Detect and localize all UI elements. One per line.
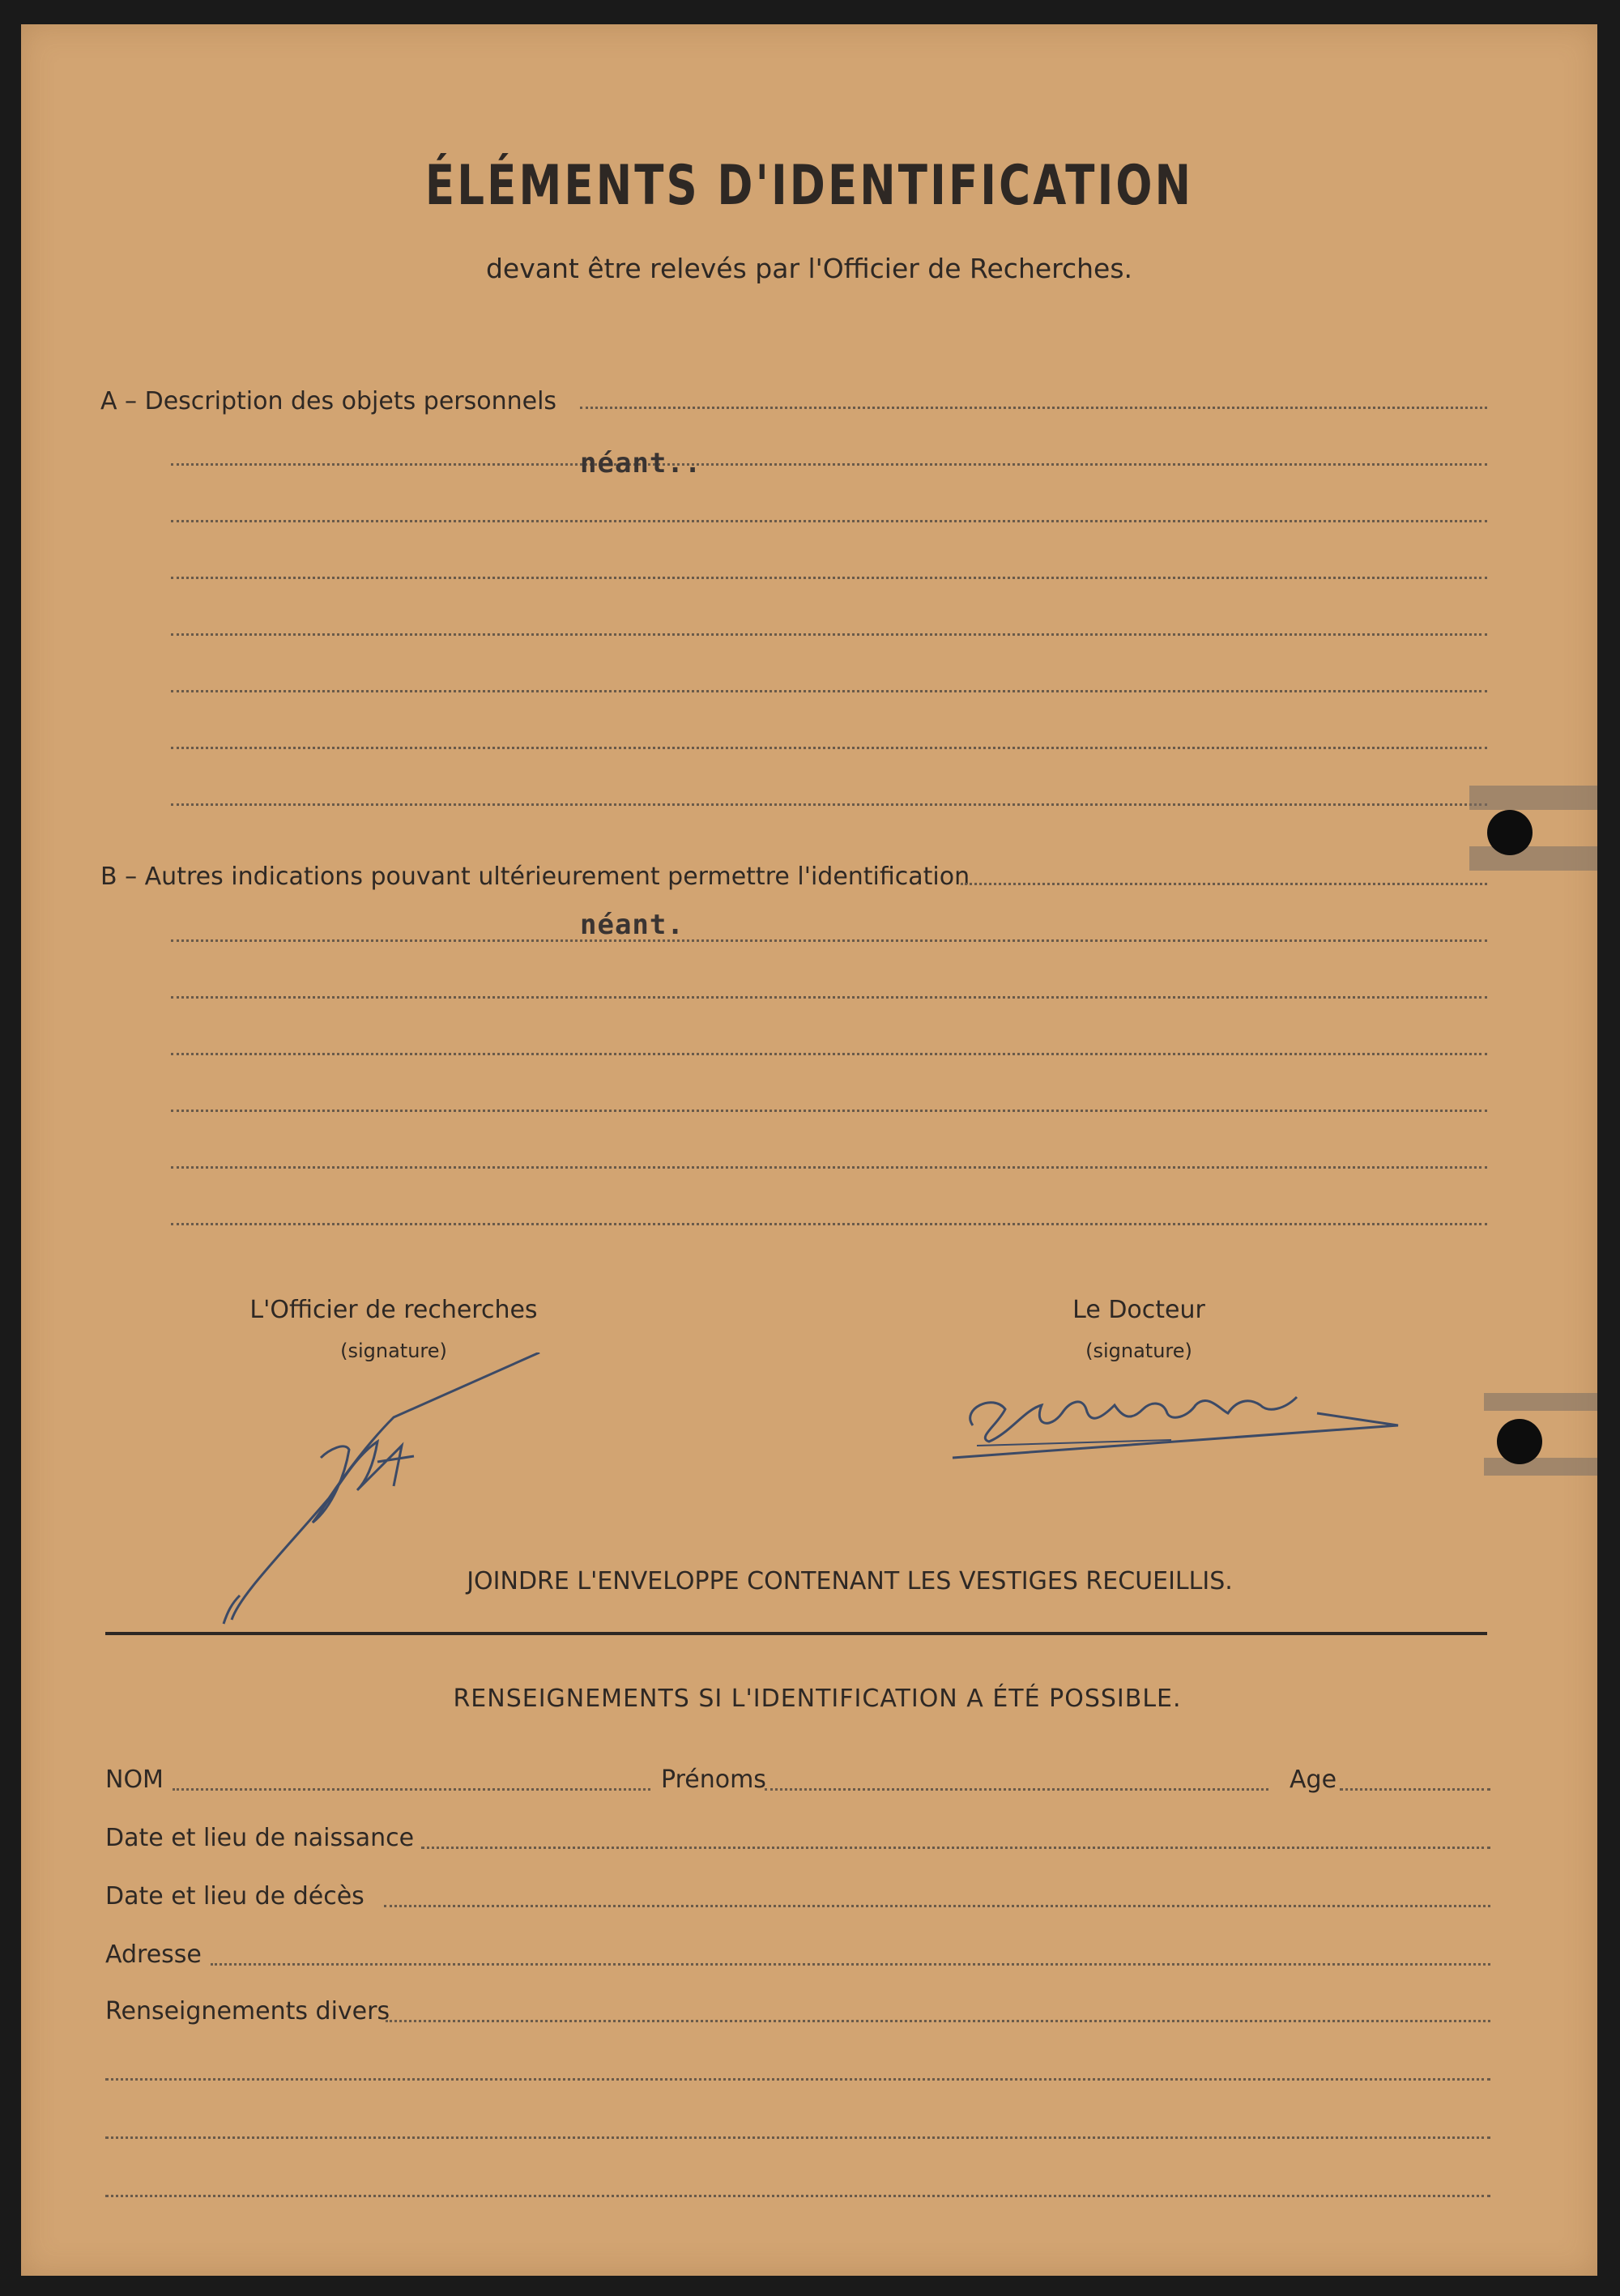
section-a-typed-value: néant.. [580, 447, 702, 479]
section-b-line-7[interactable] [171, 1223, 1487, 1225]
deces-field[interactable] [384, 1905, 1490, 1907]
adresse-field[interactable] [211, 1963, 1490, 1966]
instruction-text: JOINDRE L'ENVELOPPE CONTENANT LES VESTIGES RECUEILLIS. [467, 1567, 1233, 1595]
section-b-line-2[interactable] [171, 939, 1487, 942]
officer-title: L'Officier de recherches [249, 1296, 538, 1324]
section-a-line-8[interactable] [171, 803, 1487, 806]
divers-field-4[interactable] [105, 2195, 1490, 2197]
prenoms-label: Prénoms [661, 1766, 766, 1794]
section-a-line-6[interactable] [171, 690, 1487, 692]
age-field[interactable] [1340, 1788, 1490, 1791]
naissance-field[interactable] [421, 1847, 1490, 1849]
divers-field-1[interactable] [386, 2020, 1490, 2022]
doctor-signature [928, 1352, 1414, 1482]
punch-hole-lower [1497, 1419, 1542, 1464]
punch-hole-band-top-lower [1469, 846, 1597, 871]
nom-field[interactable] [173, 1788, 650, 1791]
doctor-title: Le Docteur [1072, 1296, 1205, 1324]
section-a-line-4[interactable] [171, 577, 1487, 579]
section-b-line-6[interactable] [171, 1166, 1487, 1169]
punch-hole-upper [1487, 810, 1533, 855]
identification-heading: RENSEIGNEMENTS SI L'IDENTIFICATION A ÉTÉ POSSIBLE. [453, 1685, 1182, 1713]
section-divider [105, 1632, 1487, 1635]
section-a-label: A – Description des objets personnels [100, 387, 557, 415]
deces-label: Date et lieu de décès [105, 1882, 364, 1910]
section-a-line-2[interactable] [171, 463, 1487, 466]
punch-hole-band-top-upper [1469, 786, 1597, 810]
age-label: Age [1290, 1766, 1337, 1794]
form-title: ÉLÉMENTS D'IDENTIFICATION [424, 154, 1194, 218]
section-b-line-1[interactable] [961, 883, 1487, 885]
form-sheet [21, 24, 1597, 2276]
doctor-signature-note: (signature) [1085, 1340, 1192, 1362]
section-b-line-4[interactable] [171, 1053, 1487, 1055]
section-b-line-3[interactable] [171, 996, 1487, 999]
section-a-line-3[interactable] [171, 520, 1487, 522]
punch-hole-band-bottom-upper [1484, 1393, 1597, 1411]
divers-field-2[interactable] [105, 2078, 1490, 2081]
nom-label: NOM [105, 1766, 164, 1794]
section-b-line-5[interactable] [171, 1110, 1487, 1112]
punch-hole-band-bottom-lower [1484, 1458, 1597, 1476]
section-b-label: B – Autres indications pouvant ultérieurement permettre l'identification [100, 863, 970, 891]
section-a-line-7[interactable] [171, 747, 1487, 749]
section-a-line-5[interactable] [171, 633, 1487, 636]
divers-label: Renseignements divers [105, 1997, 390, 2026]
section-b-typed-value: néant. [580, 909, 684, 941]
divers-field-3[interactable] [105, 2136, 1490, 2139]
officer-signature-note: (signature) [340, 1340, 447, 1362]
prenoms-field[interactable] [765, 1788, 1268, 1791]
naissance-label: Date et lieu de naissance [105, 1824, 415, 1852]
section-a-line-1[interactable] [580, 407, 1487, 409]
form-subtitle: devant être relevés par l'Officier de Recherches. [485, 253, 1133, 284]
adresse-label: Adresse [105, 1940, 202, 1969]
